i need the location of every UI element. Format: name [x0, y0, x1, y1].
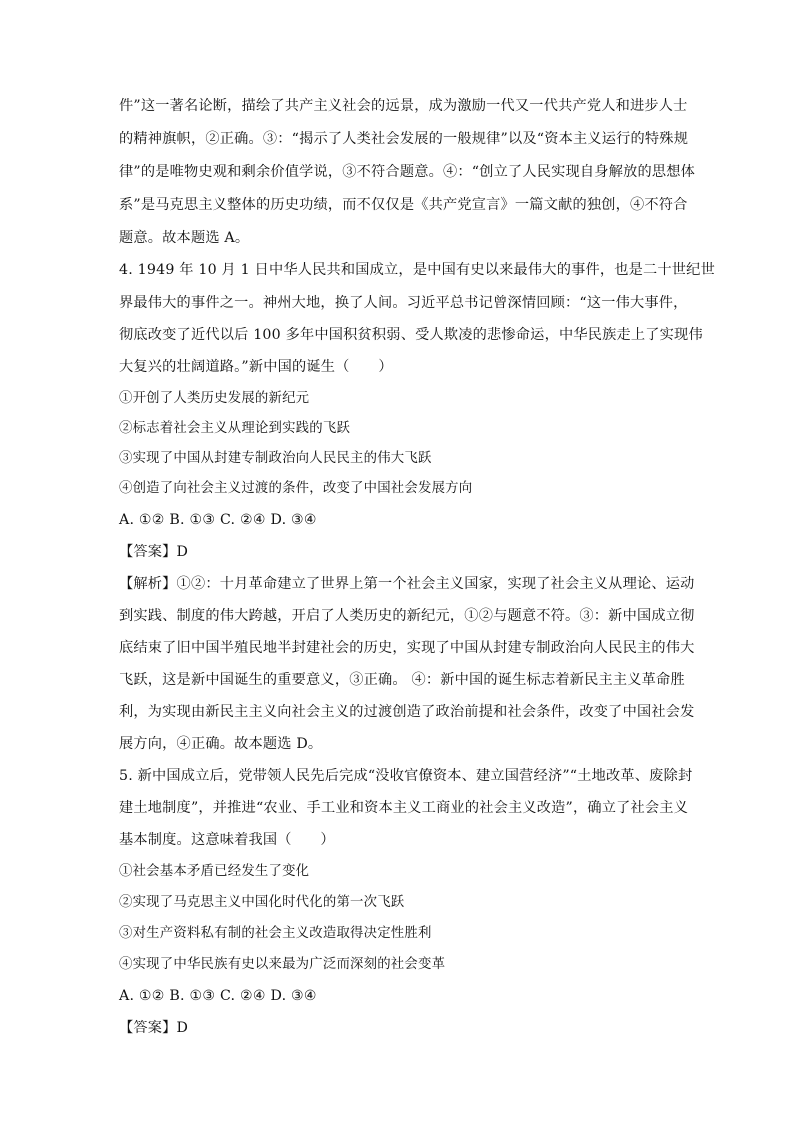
question-4-stem: 界最伟大的事件之一。神州大地，换了人间。习近平总书记曾深情回顾：“这一伟大事件， — [119, 295, 688, 311]
option-item: ④创造了向社会主义过渡的条件，改变了中国社会发展方向 — [119, 481, 473, 496]
question-4-stem: 大复兴的壮阔道路。”新中国的诞生（ ） — [119, 359, 393, 375]
option-item: ④实现了中华民族有史以来最为广泛而深刻的社会变革 — [119, 957, 446, 972]
question-5-stem: 建土地制度”，并推进“农业、手工业和资本主义工商业的社会主义改造”，确立了社会主义 — [119, 800, 689, 816]
analysis-line: 利，为实现由新民主主义向社会主义的过渡创造了政治前提和社会条件，改变了中国社会发 — [119, 704, 695, 720]
option-item: ①社会基本矛盾已经发生了变化 — [119, 864, 310, 879]
option-item: ②标志着社会主义从理论到实践的飞跃 — [119, 421, 351, 436]
option-item: ③实现了中国从封建专制政治向人民民主的伟大飞跃 — [119, 451, 432, 466]
analysis-line: 到实践、制度的伟大跨越，开启了人类历史的新纪元，①②与题意不符。③：新中国成立彻 — [119, 608, 695, 624]
analysis-line: 【解析】①②：十月革命建立了世界上第一个社会主义国家，实现了社会主义从理论、运动 — [119, 576, 695, 592]
text-line: 题意。故本题选 A。 — [119, 230, 250, 246]
text-line: 件”这一著名论断，描绘了共产主义社会的远景，成为激励一代又一代共产党人和进步人士 — [119, 98, 688, 114]
option-item: ①开创了人类历史发展的新纪元 — [119, 391, 310, 406]
answer-choices: A. ①② B. ①③ C. ②④ D. ③④ — [119, 988, 317, 1004]
answer-line: 【答案】D — [119, 544, 189, 560]
analysis-line: 底结束了旧中国半殖民地半封建社会的历史，实现了中国从封建专制政治向人民民主的伟大 — [119, 640, 695, 656]
answer-line: 【答案】D — [119, 1020, 189, 1036]
option-item: ②实现了马克思主义中国化时代化的第一次飞跃 — [119, 895, 405, 910]
analysis-line: 展方向，④正确。故本题选 D。 — [119, 736, 323, 752]
question-5-stem: 基本制度。这意味着我国（ ） — [119, 832, 335, 848]
question-5-stem: 5. 新中国成立后，党带领人民先后完成“没收官僚资本、建立国营经济”“土地改革、废除封 — [119, 768, 693, 784]
question-4-stem: 彻底改变了近代以后 100 多年中国积贫积弱、受人欺凌的悲惨命运，中华民族走上了实现伟 — [119, 327, 703, 343]
text-line: 的精神旗帜，②正确。③：“揭示了人类社会发展的一般规律”以及“资本主义运行的特殊规 — [119, 131, 689, 147]
text-line: 律”的是唯物史观和剩余价值学说，③不符合题意。④：“创立了人民实现自身解放的思想体 — [119, 164, 696, 180]
question-4-stem: 4. 1949 年 10 月 1 日中华人民共和国成立，是中国有史以来最伟大的事件，也是二十世纪世 — [119, 262, 715, 278]
option-item: ③对生产资料私有制的社会主义改造取得决定性胜利 — [119, 926, 432, 941]
answer-choices: A. ①② B. ①③ C. ②④ D. ③④ — [119, 512, 317, 528]
analysis-line: 飞跃，这是新中国诞生的重要意义，③正确。 ④：新中国的诞生标志着新民主主义革命胜 — [119, 672, 685, 688]
text-line: 系”是马克思主义整体的历史功绩，而不仅仅是《共产党宣言》一篇文献的独创，④不符合 — [119, 197, 688, 213]
